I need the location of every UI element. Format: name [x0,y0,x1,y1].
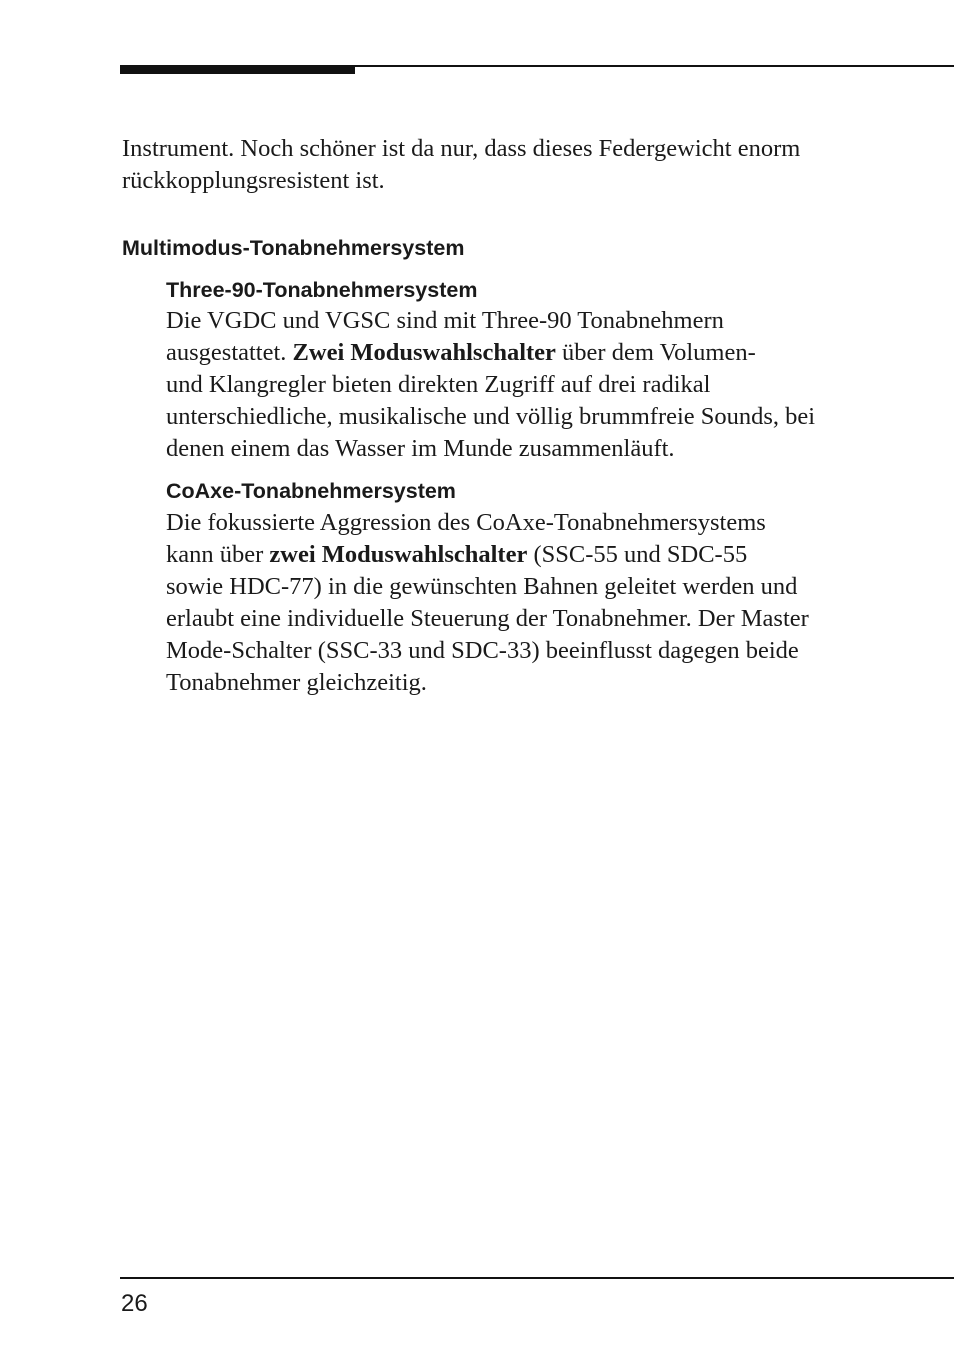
body-line: erlaubt eine individuelle Steuerung der Tonabnehmer. Der Master [166,605,809,632]
body-line: Tonabnehmer gleichzeitig. [166,669,427,696]
header-rule-thick [120,66,355,74]
body-text: über dem Volumen- [555,339,756,366]
body-line: Die fokussierte Aggression des CoAxe-Tonabnehmersystems [166,509,766,536]
body-line: und Klangregler bieten direkten Zugriff auf drei radikal [166,371,711,398]
body-line: Mode-Schalter (SSC-33 und SDC-33) beeinflusst dagegen beide [166,637,799,664]
intro-paragraph [122,133,882,197]
body-bold-text: Zwei Moduswahlschalter [292,339,556,366]
footer-rule [120,1277,954,1279]
subsection-body-coaxe [166,507,886,699]
body-text: kann über [166,541,270,568]
intro-line: rückkopplungsresistent ist. [122,167,385,194]
body-line: sowie HDC-77) in die gewünschten Bahnen geleitet werden und [166,573,798,600]
body-line: Die VGDC und VGSC sind mit Three-90 Tonabnehmern [166,307,724,334]
page-number: 26 [121,1290,148,1317]
body-text: ausgestattet. [166,339,293,366]
body-line: denen einem das Wasser im Munde zusammenläuft. [166,435,675,462]
body-line: unterschiedliche, musikalische und völlig brummfreie Sounds, bei [166,403,816,430]
body-line [166,539,886,571]
subsection-heading-coaxe: CoAxe-Tonabnehmersystem [166,479,456,503]
subsection-heading-three-90: Three-90-Tonabnehmersystem [166,278,478,302]
subsection-body-three-90 [166,305,886,465]
body-text: (SSC-55 und SDC-55 [527,541,748,568]
body-line [166,337,886,369]
intro-line: Instrument. Noch schöner ist da nur, dass dieses Federgewicht enorm [122,135,801,162]
section-heading: Multimodus-Tonabnehmersystem [122,236,465,260]
body-bold-text: zwei Moduswahlschalter [269,541,528,568]
